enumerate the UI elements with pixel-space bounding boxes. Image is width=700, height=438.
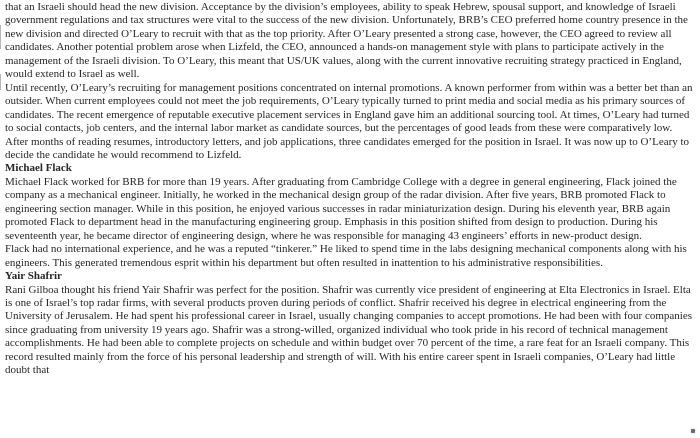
paragraph-shafrir-career: Rani Gilboa thought his friend Yair Shafrir was perfect for the position. Shafrir was currently vice president of engineering at Elta Electronics in Israel. Elta is one of Israel’s top radar firms, with several products proven during periods of conflict. Shafrir received his degree in electrical engineering from the University of Jerusalem. He had spent his professional career in Israel, usually changing companies to accept promotions. He had been with four companies since graduating from university 19 years ago. Shafrir was a strong-willed, organized individual who took pride in his record of technical management accomplishments. He had been able to complete projects on schedule and within budget over 70 percent of the time, a rare feat for an Israeli company. This record resulted mainly from the force of his personal leadership and strength of will. With his entire career spent in Israeli companies, O’Leary had little doubt that: [5, 283, 692, 377]
paragraph-three-candidates: After months of reading resumes, introductory letters, and job applications, three candidates emerged for the position in Israel. It was now up to O’Leary to decide the candidate he would recommend to Lizfeld.: [5, 135, 690, 161]
paragraph-flack-tinkerer: Flack had no international experience, and he was a reputed “tinkerer.” He liked to spend time in the labs designing mechanical components along with his engineers. This generated tremendous esprit within his department but often resulted in inattention to his administrative responsibilities.: [5, 243, 687, 269]
paragraph-flack-career: Michael Flack worked for BRB for more than 19 years. After graduating from Cambridge College with a degree in general engineering, Flack joined the company as a mechanical engineer. Initially, he worked in the mechanical design group of the radar division. After five years, BRB promoted Flack to engineering section manager. While in this position, he enjoyed various successes in radar miniaturization design. During his eleventh year, BRB again promoted Flack to department head in the manufacturing engineering group. Emphasis in this position shifted from design to production. During his seventeenth year, he became director of engineering design, where he was responsible for managing 43 engineers’ efforts in new-product design.: [5, 175, 677, 242]
section-heading-yair-shafrir: Yair Shafrir: [5, 270, 62, 283]
left-edge-artifact-top: [0, 25, 1, 49]
paragraph-recruiting-sources: Until recently, O’Leary’s recruiting for management positions concentrated on internal promotions. A known performer from within was a better bet than an outsider. When current employees could not meet the job requirements, O’Leary typically turned to print media and social media as his primary sources of candidates. The recent emergence of reputable executive placement services in England gave him an additional sourcing tool. At times, O’Leary had turned to social contacts, job centers, and the internal labor market as candidate sources, but the percentages of good leads from these were comparatively low.: [5, 81, 693, 135]
page-corner-mark: [691, 429, 695, 433]
section-heading-michael-flack: Michael Flack: [5, 162, 72, 175]
paragraph-continuation: that an Israeli should head the new division. Acceptance by the division’s employees, ability to speak Hebrew, spousal support, and knowledge of Israeli government regulations and tax structures were vital to the success of the new division. Unfortunately, BRB’s CEO preferred home country presence in the new division and directed O’Leary to recruit with that as the top priority. After O’Leary presented a strong case, however, the CEO agreed to review all candidates. Another potential problem arose when Lizfeld, the CEO, announced a hands-on management style with plans to participate actively in the management of the Israeli division. To O’Leary, this meant that US/UK values, along with the current innovative recruiting strategy practiced in England, would extend to Israel as well.: [5, 1, 688, 81]
left-edge-artifact-bottom: [0, 74, 1, 90]
document-page: [5, 1, 697, 378]
